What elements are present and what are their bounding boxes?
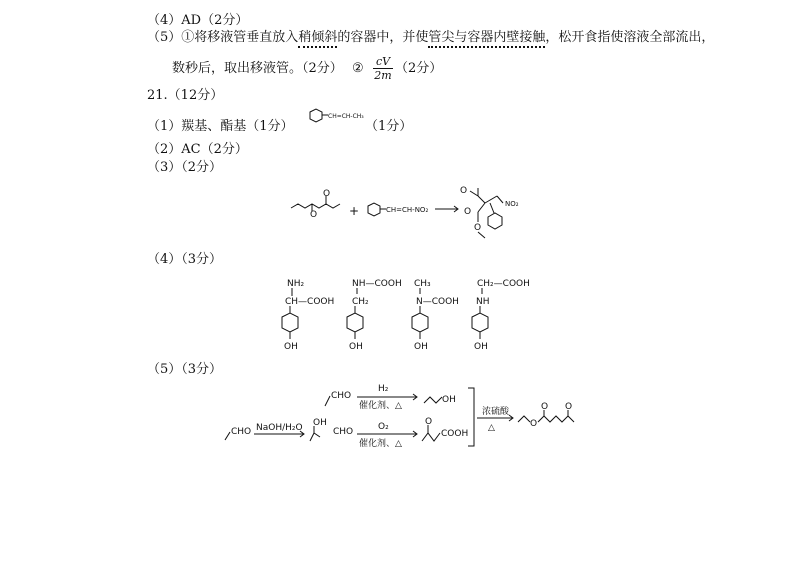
final-carbonyl-o2: O bbox=[565, 402, 573, 412]
iso2-bottom: OH bbox=[349, 342, 363, 352]
q4-answer: AD（2分） bbox=[181, 13, 249, 28]
fraction-denominator: 2m bbox=[374, 69, 392, 82]
iso3-top: CH₃ bbox=[414, 279, 431, 289]
iso1-top: NH₂ bbox=[287, 279, 305, 289]
iso3-bottom: OH bbox=[414, 342, 428, 352]
product-o-top: O bbox=[460, 186, 468, 196]
q5-emphasis-b: 管尖与容器内壁接触 bbox=[428, 30, 545, 48]
q5-text-c: ，松开食指使溶液全部流出， bbox=[545, 30, 715, 45]
aldol-oh: OH bbox=[313, 418, 327, 428]
isomer-3 bbox=[412, 279, 459, 352]
product-o-link: O bbox=[474, 223, 482, 233]
catalyst-1: 催化剂、△ bbox=[359, 401, 402, 411]
part1-number: （1） bbox=[147, 119, 182, 134]
q5-circle2: ② bbox=[352, 61, 364, 76]
ethanol-oh: OH bbox=[442, 395, 456, 405]
isomer-1 bbox=[282, 279, 334, 352]
reagent-o2: O₂ bbox=[378, 422, 389, 432]
isomer-2 bbox=[347, 279, 402, 352]
part2-answer: AC（2分） bbox=[181, 142, 248, 157]
product-no2: NO₂ bbox=[505, 200, 519, 208]
fraction-numerator: cV bbox=[373, 55, 393, 69]
q5-text-b: 的容器中，并使 bbox=[337, 30, 429, 45]
part1-score: （1分） bbox=[365, 119, 413, 134]
part1-answer: 羰基、酯基（1分） bbox=[181, 119, 294, 134]
q5-emphasis-a: 稍倾斜 bbox=[298, 30, 337, 48]
q5-number: （5） bbox=[147, 30, 182, 45]
part5-number: （5） bbox=[147, 362, 182, 377]
iso4-bottom: OH bbox=[474, 342, 488, 352]
branch-cho: CHO bbox=[331, 391, 352, 401]
iso4-top: CH₂—COOH bbox=[477, 279, 530, 289]
ester-o: O bbox=[310, 210, 318, 220]
structure-propenylbenzene bbox=[310, 109, 364, 122]
isomer-4 bbox=[472, 279, 530, 352]
q4-number: （4） bbox=[147, 13, 182, 28]
final-ester-o: O bbox=[530, 419, 538, 429]
reagent-h2: H₂ bbox=[378, 384, 389, 394]
heat-delta: △ bbox=[488, 423, 495, 433]
product-o-ester: O bbox=[464, 207, 472, 217]
aldol-cho: CHO bbox=[333, 427, 354, 437]
part4-number: （4） bbox=[147, 252, 182, 267]
part3-score: （2分） bbox=[181, 160, 223, 175]
part5-score: （3分） bbox=[181, 362, 223, 377]
plus-sign: + bbox=[349, 204, 360, 218]
reaction-3 bbox=[291, 186, 519, 238]
start-cho: CHO bbox=[231, 427, 252, 437]
reagent-naoh: NaOH/H₂O bbox=[256, 423, 303, 433]
nitrostyrene-label: CH=CH-NO₂ bbox=[386, 206, 429, 214]
reagent-h2so4: 浓硫酸 bbox=[482, 407, 510, 417]
keto-acid-cooh: COOH bbox=[441, 429, 469, 439]
part3-number: （3） bbox=[147, 160, 182, 175]
part2-number: （2） bbox=[147, 142, 182, 157]
iso4-mid: NH bbox=[476, 297, 490, 307]
iso1-bottom: OH bbox=[284, 342, 298, 352]
q5-circle1: ① bbox=[181, 30, 195, 45]
catalyst-2: 催化剂、△ bbox=[359, 439, 402, 449]
q5-line2: 数秒后，取出移液管。（2分） bbox=[172, 61, 343, 76]
part4-score: （3分） bbox=[181, 252, 223, 267]
keto-o: O bbox=[323, 189, 331, 199]
iso3-mid: N—COOH bbox=[416, 297, 459, 307]
iso2-mid: CH₂ bbox=[352, 297, 369, 307]
q21-title: 21.（12分） bbox=[147, 88, 224, 103]
iso2-top: NH—COOH bbox=[352, 279, 402, 289]
q5-score2: （2分） bbox=[395, 61, 443, 76]
keto-acid-o: O bbox=[425, 417, 433, 427]
q5-text-a: 将移液管垂直放入 bbox=[194, 30, 299, 45]
struct-label-1: CH=CH-CH₃ bbox=[328, 113, 364, 120]
final-carbonyl-o1: O bbox=[541, 402, 549, 412]
synthesis-route bbox=[225, 384, 574, 449]
iso1-mid: CH—COOH bbox=[285, 297, 335, 307]
